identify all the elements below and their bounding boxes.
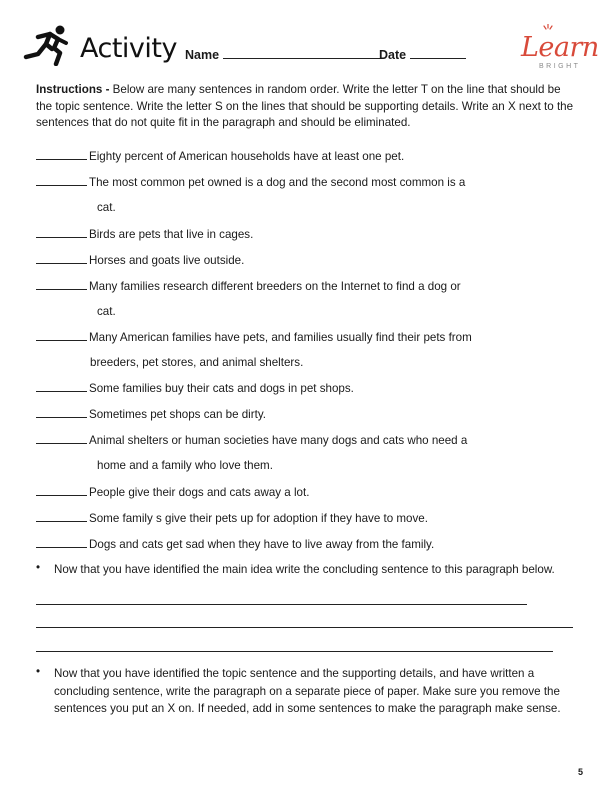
sentence-continuation: cat. [97,305,116,318]
concluding-answer-line[interactable] [36,626,573,628]
instructions-text: Below are many sentences in random order. Write the letter T on the line that should be the topic sentence. Write the letter S on the lines that should be supporting details. Write an X next to the sentences that do not quite fit in the paragraph and should be eliminated. [36,83,574,129]
sentence-item [36,253,244,268]
sentence-continuation: cat. [97,201,116,214]
sentence-text: Animal shelters or human societies have many dogs and cats who need a [89,434,468,447]
sentence-item [36,485,309,500]
answer-blank[interactable] [36,381,87,392]
answer-blank[interactable] [36,149,87,160]
instructions [36,82,576,132]
instructions-lead: Instructions - [36,83,110,96]
sentence-text: Many families research different breeders on the Internet to find a dog or [89,280,461,293]
sentence-item [36,175,465,190]
sentence-text: The most common pet owned is a dog and the second most common is a [89,176,466,189]
learn-bright-logo [517,22,599,72]
name-label: Name [185,48,220,62]
concluding-answer-line[interactable] [36,650,553,652]
sentence-item [36,407,266,422]
sentence-item [36,433,467,448]
sentence-item [36,149,404,164]
activity-title: Activity [80,33,177,64]
logo-bright-text: BRIGHT [539,63,581,70]
answer-blank[interactable] [36,537,87,548]
date-line[interactable] [410,46,466,59]
sentence-continuation: home and a family who love them. [97,459,273,472]
concluding-answer-line[interactable] [36,603,527,605]
concluding-prompt: Now that you have identified the main idea write the concluding sentence to this paragraph below. [54,563,555,576]
sentence-text: Many American families have pets, and families usually find their pets from [89,331,472,344]
answer-blank[interactable] [36,227,87,238]
bullet-marker: • [36,561,41,574]
sentence-text: Dogs and cats get sad when they have to live away from the family. [89,538,435,551]
answer-blank[interactable] [36,511,87,522]
sentence-text: People give their dogs and cats away a lot. [89,486,310,499]
bullet-marker: • [36,665,41,678]
answer-blank[interactable] [36,175,87,186]
answer-blank[interactable] [36,485,87,496]
running-person-icon [22,24,72,66]
sentence-item [36,330,472,345]
page-number: 5 [578,767,584,777]
logo-learn-text: Learn [521,32,599,63]
name-field[interactable] [185,46,381,62]
answer-blank[interactable] [36,407,87,418]
sentence-text: Some families buy their cats and dogs in pet shops. [89,382,354,395]
sentence-text: Some family s give their pets up for adoption if they have to move. [89,512,428,525]
sentence-item [36,511,428,526]
sentence-text: Eighty percent of American households have at least one pet. [89,150,405,163]
name-line[interactable] [223,46,381,59]
paragraph-prompt: Now that you have identified the topic sentence and the supporting details, and have written a concluding sentence, write the paragraph on a separate piece of paper. Make sure you remove the sentences you put an X on. If needed, add in some sentences to make the paragraph make sense. [54,667,561,715]
sentence-text: Birds are pets that live in cages. [89,228,254,241]
sentence-item [36,381,354,396]
sentence-item [36,227,253,242]
date-field[interactable] [379,46,466,62]
sentence-text: Horses and goats live outside. [89,254,245,267]
sentence-continuation: breeders, pet stores, and animal shelters. [90,356,304,369]
sentence-item [36,279,461,294]
answer-blank[interactable] [36,330,87,341]
date-label: Date [379,48,407,62]
answer-blank[interactable] [36,433,87,444]
answer-blank[interactable] [36,279,87,290]
sentence-item [36,537,434,552]
sentence-text: Sometimes pet shops can be dirty. [89,408,266,421]
answer-blank[interactable] [36,253,87,264]
